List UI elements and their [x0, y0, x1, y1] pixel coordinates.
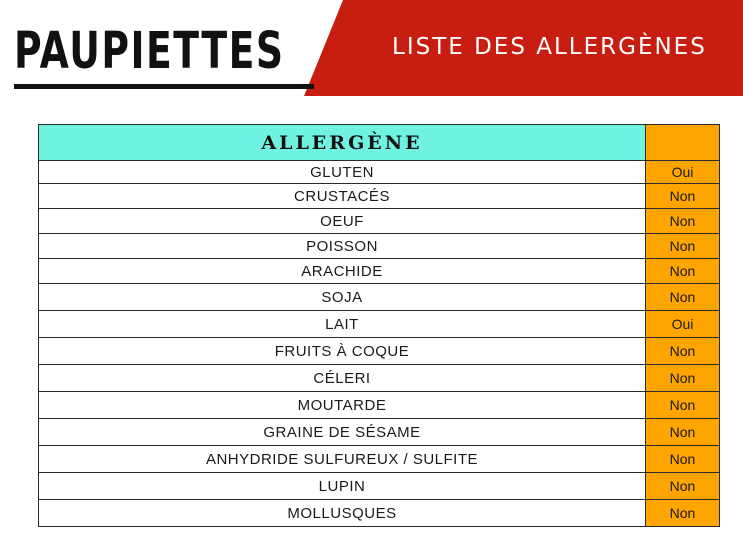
header-allergen: ALLERGÈNE [39, 125, 646, 161]
allergen-name: MOUTARDE [39, 392, 646, 419]
page-subtitle: LISTE DES ALLERGÈNES [392, 34, 707, 60]
page-title: PAUPIETTES [14, 22, 285, 81]
table-row [39, 500, 720, 527]
title-underline [14, 84, 314, 89]
allergen-name: ANHYDRIDE SULFUREUX / SULFITE [39, 446, 646, 473]
allergen-name: CÉLERI [39, 365, 646, 392]
allergen-name: FRUITS À COQUE [39, 338, 646, 365]
allergen-name: LUPIN [39, 473, 646, 500]
table-row [39, 338, 720, 365]
allergen-value: Oui [646, 161, 720, 184]
allergen-name: SOJA [39, 284, 646, 311]
allergen-value: Non [646, 234, 720, 259]
allergen-value: Non [646, 209, 720, 234]
allergen-rows [39, 161, 720, 527]
allergen-value: Non [646, 473, 720, 500]
allergen-value: Non [646, 184, 720, 209]
table-header-row [39, 125, 720, 161]
header-value [646, 125, 720, 161]
allergen-value: Non [646, 259, 720, 284]
allergen-name: OEUF [39, 209, 646, 234]
allergen-name: GLUTEN [39, 161, 646, 184]
allergen-value: Non [646, 284, 720, 311]
table-row [39, 234, 720, 259]
allergen-name: POISSON [39, 234, 646, 259]
allergen-value: Non [646, 338, 720, 365]
table-row [39, 209, 720, 234]
allergen-table [38, 124, 720, 527]
allergen-value: Oui [646, 311, 720, 338]
allergen-value: Non [646, 500, 720, 527]
table-row [39, 365, 720, 392]
allergen-name: GRAINE DE SÉSAME [39, 419, 646, 446]
allergen-name: CRUSTACÉS [39, 184, 646, 209]
table-row [39, 473, 720, 500]
table-row [39, 259, 720, 284]
allergen-value: Non [646, 446, 720, 473]
table-row [39, 392, 720, 419]
allergen-value: Non [646, 365, 720, 392]
allergen-value: Non [646, 419, 720, 446]
table-row [39, 161, 720, 184]
table-row [39, 184, 720, 209]
allergen-value: Non [646, 392, 720, 419]
allergen-name: ARACHIDE [39, 259, 646, 284]
table-row [39, 311, 720, 338]
table-row [39, 446, 720, 473]
table-row [39, 284, 720, 311]
table-row [39, 419, 720, 446]
allergen-name: LAIT [39, 311, 646, 338]
allergen-name: MOLLUSQUES [39, 500, 646, 527]
